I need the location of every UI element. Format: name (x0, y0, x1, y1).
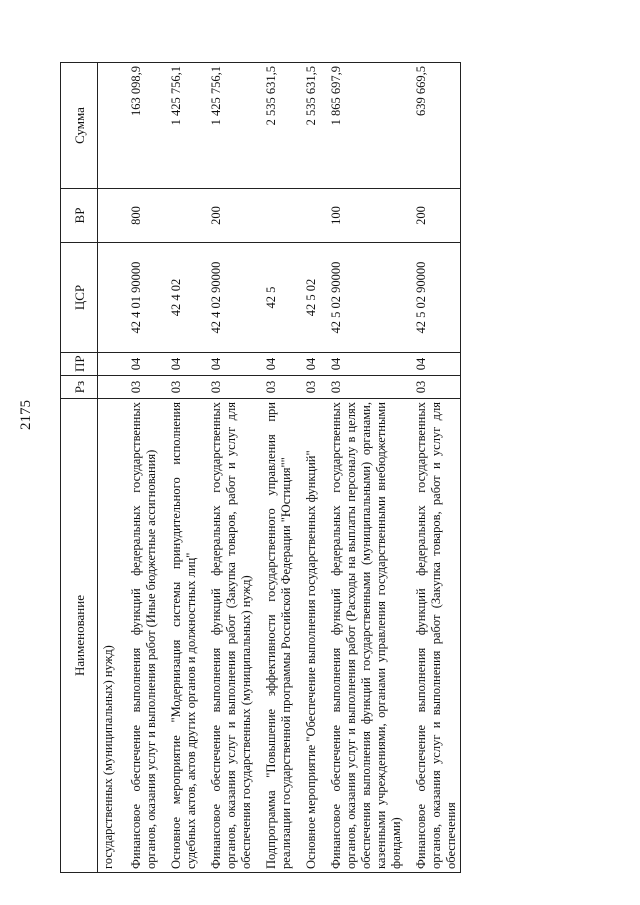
row-csr: 42 5 02 90000 (320, 243, 405, 353)
row-pr: 04 (200, 353, 255, 376)
row-name: Основное мероприятие "Модернизация системы принудительного исполнения судебных актов, актов других органов и должностных лиц" (160, 399, 200, 873)
row-sum: 1 425 756,1 (200, 63, 255, 189)
header-rz: Рз (61, 376, 98, 399)
row-rz: 03 (120, 376, 160, 399)
row-sum (98, 63, 121, 189)
row-rz: 03 (295, 376, 320, 399)
row-csr: 42 4 01 90000 (120, 243, 160, 353)
page-number: 2175 (18, 400, 34, 430)
header-vr: ВР (61, 189, 98, 243)
row-pr: 04 (255, 353, 295, 376)
row-vr: 100 (320, 189, 405, 243)
row-vr (160, 189, 200, 243)
row-csr: 42 5 02 (295, 243, 320, 353)
row-sum: 639 669,5 (405, 63, 461, 189)
table-header (61, 63, 98, 873)
row-sum: 2 535 631,5 (255, 63, 295, 189)
row-rz (98, 376, 121, 399)
row-pr: 04 (320, 353, 405, 376)
row-vr: 200 (405, 189, 461, 243)
row-csr (98, 243, 121, 353)
row-name: Финансовое обеспечение выполнения функций федеральных государственных органов, оказания услуг и выполнения работ (Иные бюджетные ассигнования) (120, 399, 160, 873)
header-csr: ЦСР (61, 243, 98, 353)
row-pr: 04 (120, 353, 160, 376)
row-sum: 163 098,9 (120, 63, 160, 189)
row-sum: 1 865 697,9 (320, 63, 405, 189)
row-name: Финансовое обеспечение выполнения функций федеральных государственных органов, оказания услуг и выполнения работ (Закупка товаров, работ и услуг для обеспечения (405, 399, 461, 873)
row-vr (98, 189, 121, 243)
table-row (120, 63, 160, 873)
header-name: Наименование (61, 399, 98, 873)
row-vr: 800 (120, 189, 160, 243)
table-row (295, 63, 320, 873)
row-csr: 42 5 (255, 243, 295, 353)
table-row (255, 63, 295, 873)
table-row (405, 63, 461, 873)
row-pr (98, 353, 121, 376)
row-pr: 04 (160, 353, 200, 376)
row-name: Финансовое обеспечение выполнения функций федеральных государственных органов, оказания услуг и выполнения работ (Расходы на выплаты персоналу в целях обеспечения выполнения функций государственными (муниципальными) органами, казенными учреждениями, органами управления государственными внебюджетными фондами) (320, 399, 405, 873)
row-pr: 04 (405, 353, 461, 376)
row-rz: 03 (200, 376, 255, 399)
row-rz: 03 (320, 376, 405, 399)
row-pr: 04 (295, 353, 320, 376)
row-vr (295, 189, 320, 243)
table-row (200, 63, 255, 873)
row-name: Основное мероприятие "Обеспечение выполнения государственных функций" (295, 399, 320, 873)
header-sum: Сумма (61, 63, 98, 189)
row-name: Подпрограмма "Повышение эффективности государственного управления при реализации государственной программы Российской Федерации "Юстиция"" (255, 399, 295, 873)
table-row (98, 63, 121, 873)
row-csr: 42 5 02 90000 (405, 243, 461, 353)
row-name: государственных (муниципальных) нужд) (98, 399, 121, 873)
row-vr (255, 189, 295, 243)
row-rz: 03 (160, 376, 200, 399)
table-row (160, 63, 200, 873)
row-rz: 03 (405, 376, 461, 399)
row-csr: 42 4 02 (160, 243, 200, 353)
header-pr: ПР (61, 353, 98, 376)
row-sum: 1 425 756,1 (160, 63, 200, 189)
budget-table (60, 62, 461, 873)
table-row (320, 63, 405, 873)
row-rz: 03 (255, 376, 295, 399)
row-sum: 2 535 631,5 (295, 63, 320, 189)
row-name: Финансовое обеспечение выполнения функций федеральных государственных органов, оказания услуг и выполнения работ (Закупка товаров, работ и услуг для обеспечения государственных (муниципальных) нужд) (200, 399, 255, 873)
rotated-table-container (60, 63, 613, 873)
row-vr: 200 (200, 189, 255, 243)
row-csr: 42 4 02 90000 (200, 243, 255, 353)
